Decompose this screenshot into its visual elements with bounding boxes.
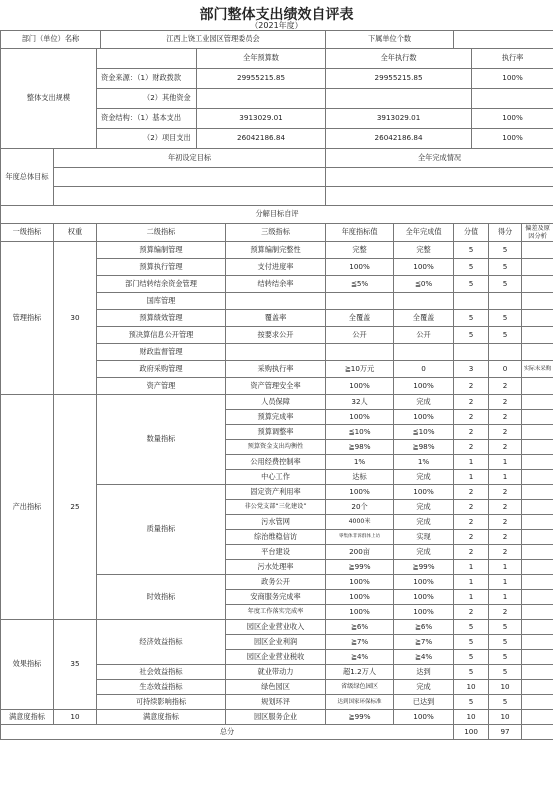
table-row: 政府采购管理 采购执行率 ≧10万元 0 3 0 实际未采购 (1, 361, 553, 378)
sub-units-value (454, 31, 553, 49)
table-row: 年度工作落实完成率 100% 100% 2 2 (1, 605, 553, 620)
table-row: 效果指标 35 经济效益指标 园区企业营业收入 ≧6% ≧6% 5 5 (1, 620, 553, 635)
table-row: 预算调整率 ≦10% ≦10% 2 2 (1, 425, 553, 440)
dept-label: 部门（单位）名称 (1, 31, 101, 49)
scale-row: 资金来源：（1）财政拨款 29955215.85 29955215.85 100% (1, 69, 553, 89)
table-row: 安商服务完成率 100% 100% 1 1 (1, 590, 553, 605)
total-score: 100 (454, 725, 489, 740)
scale-row: （2）项目支出 26042186.84 26042186.84 100% (1, 129, 553, 149)
goals-label: 年度总体目标 (1, 149, 54, 206)
table-row: 社会效益指标 就业带动力 超1.2万人 达到 5 5 (1, 665, 553, 680)
group-output: 产出指标 (1, 395, 54, 620)
table-row: 时效指标 政务公开 100% 100% 1 1 (1, 575, 553, 590)
table-row: 平台建设 200亩 完成 2 2 (1, 545, 553, 560)
group-effect: 效果指标 (1, 620, 54, 710)
scale-row: 资金结构：（1）基本支出 3913029.01 3913029.01 100% (1, 109, 553, 129)
table-row: 预算执行管理 支付进度率 100% 100% 5 5 (1, 259, 553, 276)
table-row: 生态效益指标 绿色园区 省级绿色园区 完成 10 10 (1, 680, 553, 695)
evaluation-table (0, 30, 553, 740)
table-row: 非公党支部“三化建设” 20个 完成 2 2 (1, 500, 553, 515)
table-row: 园区企业营业税收 ≧4% ≧4% 5 5 (1, 650, 553, 665)
col-done: 全年完成情况 (326, 149, 553, 168)
table-row: 产出指标 25 数量指标 人员保障 32人 完成 2 2 (1, 395, 553, 410)
page-subtitle: （2021年度） (250, 21, 303, 30)
table-row: 部门结转结余资金管理 结转结余率 ≦5% ≦0% 5 5 (1, 276, 553, 293)
group-satisfaction: 满意度指标 (1, 710, 54, 725)
table-row: 满意度指标 10 满意度指标 园区服务企业 ≧99% 100% 10 10 (1, 710, 553, 725)
table-row: 管理指标 30 预算编制管理 预算编制完整性 完整 完整 5 5 (1, 242, 553, 259)
scale-header-row (1, 49, 553, 69)
table-row: 预决算信息公开管理 按要求公开 公开 公开 5 5 (1, 327, 553, 344)
table-row: 预算完成率 100% 100% 2 2 (1, 410, 553, 425)
dept-value: 江西上饶工业园区管理委员会 (101, 31, 326, 49)
goals-header-row (1, 149, 553, 168)
table-row: 预算资金支出均衡性 ≧98% ≧98% 2 2 (1, 440, 553, 455)
eval-header: 分解目标自评 (1, 206, 553, 224)
page-title: 部门整体支出绩效自评表 (199, 7, 354, 23)
col-set-goal: 年初设定目标 (54, 149, 326, 168)
total-got: 97 (489, 725, 522, 740)
col-rate: 执行率 (472, 49, 553, 69)
col-budget: 全年预算数 (197, 49, 326, 69)
col-exec: 全年执行数 (326, 49, 472, 69)
sub-units-label: 下属单位个数 (326, 31, 454, 49)
table-row: 污水处理率 ≧99% ≧99% 1 1 (1, 560, 553, 575)
table-row: 国库管理 (1, 293, 553, 310)
table-row: 综治维稳信访 零集体非诉群体上访 实现 2 2 (1, 530, 553, 545)
table-row: 可持续影响指标 规划环评 达到国家环保标准 已达到 5 5 (1, 695, 553, 710)
total-row (1, 725, 553, 740)
table-row: 财政监督管理 (1, 344, 553, 361)
table-row: 质量指标 固定资产利用率 100% 100% 2 2 (1, 485, 553, 500)
dept-row (1, 31, 553, 49)
scale-row: （2）其他资金 (1, 89, 553, 109)
table-row: 园区企业利润 ≧7% ≧7% 5 5 (1, 635, 553, 650)
table-row: 公用经费控制率 1% 1% 1 1 (1, 455, 553, 470)
table-row: 资产管理 资产管理安全率 100% 100% 2 2 (1, 378, 553, 395)
eval-header-row (1, 206, 553, 224)
table-row: 预算绩效管理 覆盖率 全覆盖 全覆盖 5 5 (1, 310, 553, 327)
table-row: 污水管网 4000米 完成 2 2 (1, 515, 553, 530)
column-header-row: 一级指标 权重 二级指标 三级指标 年度指标值 全年完成值 分值 得分 偏差及原因分析 (1, 224, 553, 242)
table-row: 中心工作 达标 完成 1 1 (1, 470, 553, 485)
total-label: 总分 (1, 725, 454, 740)
group-management: 管理指标 (1, 242, 54, 395)
scale-label: 整体支出规模 (1, 49, 97, 149)
